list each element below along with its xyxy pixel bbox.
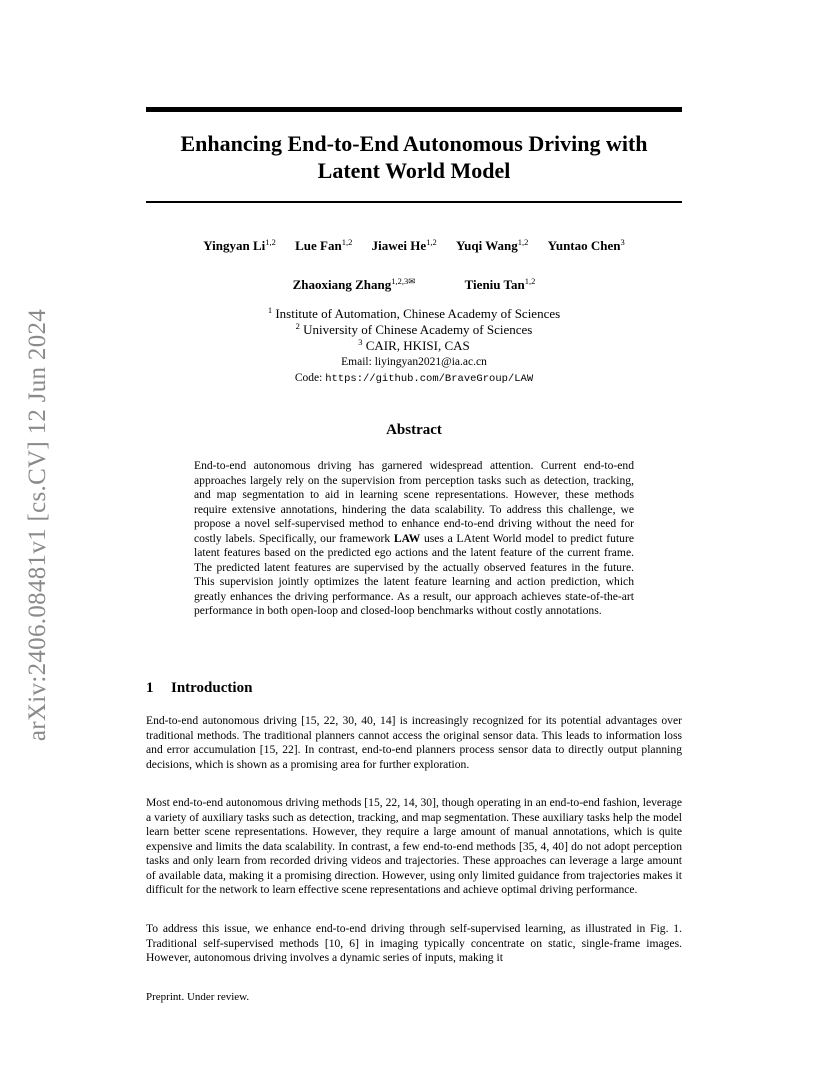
title-line-1: Enhancing End-to-End Autonomous Driving with	[180, 131, 648, 156]
intro-paragraph-2: Most end-to-end autonomous driving methods [15, 22, 14, 30], though operating in an end-to-end fashion, leverage a variety of auxiliary tasks such as detection, tracking, and map segmentation. These auxiliary tasks help the model learn better scene representations. However, they require a large amount of manual annotations, which is quite expensive and limits the data scalability. In contrast, a few end-to-end methods [35, 4, 40] do not adopt perception tasks and only learn from recorded driving videos and trajectories. These approaches can leverage a large amount of available data, making it a promising direction. However, using only limited guidance from trajectories makes it difficult for the network to learn effective scene representations and achieve optimal driving performance.	[146, 796, 682, 896]
method-name: LAW	[393, 531, 421, 545]
author: Tieniu Tan$^{1,2}$	[464, 276, 536, 292]
author: Jiawei He$^{1,2}$	[371, 237, 437, 253]
affiliation: $^3$ CAIR, HKISI, CAS	[358, 337, 470, 353]
affiliation: $^2$ University of Chinese Academy of Sciences	[295, 321, 533, 337]
affiliations	[146, 306, 682, 387]
arxiv-identifier: arXiv:2406.08481v1 [cs.CV] 12 Jun 2024	[24, 308, 51, 742]
email-line: Email: liyingyan2021@ia.ac.cn	[341, 356, 487, 368]
author: Yingyan Li$^{1,2}$	[203, 237, 276, 253]
intro-paragraph-1: End-to-end autonomous driving [15, 22, 30, 40, 14] is increasingly recognized for its potential advantages over traditional methods. The traditional planners cannot access the original sensor data. This leads to information loss and error accumulation [15, 22]. In contrast, end-to-end planners process sensor data to directly output planning decisions, which is shown as a promising area for further exploration.	[146, 714, 682, 771]
title-bottom-rule	[146, 201, 682, 203]
author-list-row-2	[146, 277, 682, 293]
author-corresponding: Zhaoxiang Zhang$^{1,2,3✉}$	[292, 276, 416, 292]
intro-paragraph-3: To address this issue, we enhance end-to-end driving through self-supervised learning, as illustrated in Fig. 1. Traditional self-supervised methods [10, 6] in imaging typically concentrate on static, single-frame images. However, autonomous driving involves a dynamic series of inputs, making it	[146, 922, 682, 964]
code-link[interactable]: https://github.com/BraveGroup/LAW	[325, 373, 534, 385]
section-heading-introduction	[146, 680, 252, 697]
paper-title	[146, 130, 682, 184]
preprint-footer: Preprint. Under review.	[146, 991, 250, 1003]
abstract-text: End-to-end autonomous driving has garnered widespread attention. Current end-to-end approaches largely rely on the supervision from perception tasks such as detection, tracking, and map segmentation to aid in learning scene representations. However, these methods require extensive annotations, hindering the data scalability. To address this challenge, we propose a novel self-supervised method to enhance end-to-end driving without the need for costly labels. Specifically, our framework LAW uses a LAtent World model to predict future latent features based on the predicted ego actions and the latent feature of the current frame. The predicted latent features are supervised by the actually observed features in the future. This supervision jointly optimizes the latent feature learning and action prediction, which greatly enhances the driving performance. As a result, our approach achieves state-of-the-art performance in both open-loop and closed-loop benchmarks without costly annotations.	[194, 459, 634, 617]
title-line-2: Latent World Model	[317, 158, 511, 183]
code-line: Code: https://github.com/BraveGroup/LAW	[294, 372, 534, 385]
affiliation: $^1$ Institute of Automation, Chinese Academy of Sciences	[267, 305, 561, 321]
section-number: 1	[146, 680, 154, 696]
author: Yuntao Chen$^3$	[547, 237, 625, 253]
title-top-rule	[146, 107, 682, 112]
author-list-row-1	[146, 238, 682, 254]
section-title: Introduction	[171, 680, 253, 696]
author: Lue Fan$^{1,2}$	[295, 237, 353, 253]
abstract-heading: Abstract	[386, 422, 442, 438]
author: Yuqi Wang$^{1,2}$	[455, 237, 529, 253]
